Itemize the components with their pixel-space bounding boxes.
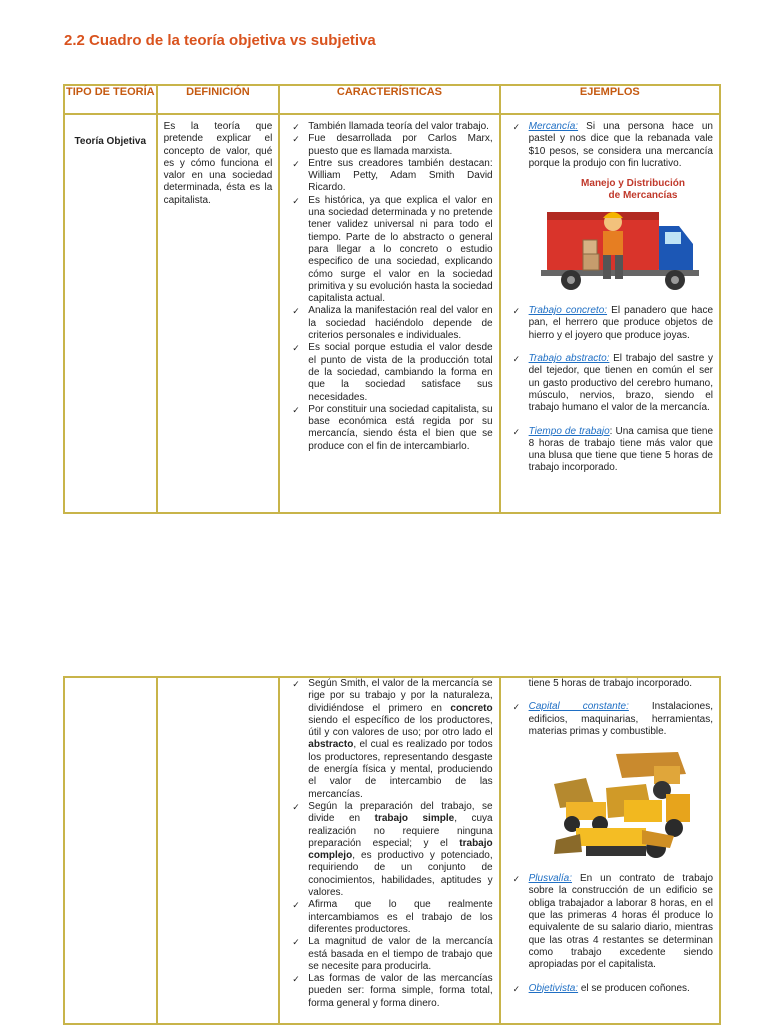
check-icon: ✓: [292, 900, 300, 911]
caracteristicas-list: [286, 121, 492, 453]
check-icon: ✓: [292, 974, 300, 985]
table-row: [64, 114, 720, 513]
check-icon: ✓: [292, 134, 300, 145]
caracteristica-text: siendo el específico de los productores, útil y con valores de uso; por otro lado el: [308, 714, 493, 739]
caracteristica-text: Las formas de valor de las mercancías pueden ser: forma simple, forma total, forma general y forma dinero.: [308, 973, 493, 1009]
caracteristica-text: Según Smith, el valor de la mercancía se rige por su trabajo y por la naturaleza, dividiéndose el primero en: [308, 678, 493, 714]
example-term[interactable]: Objetivista:: [528, 982, 579, 994]
check-icon: ✓: [292, 937, 300, 948]
caracteristica-text: , cuya realización no requiere ninguna preparación especial; y el: [308, 813, 493, 849]
page-title: 2.2 Cuadro de la teoría objetiva vs subjetiva: [64, 32, 376, 49]
bold-term: trabajo simple: [374, 813, 455, 825]
list-item: [286, 133, 492, 158]
check-icon: ✓: [292, 801, 300, 812]
example-text: En un contrato de trabajo sobre la construcción de un edificio se obliga trabajador a laborar 8 horas, en el que las primeras 4 horas él produce lo equivalente de su salario diario, mientras que las otras 4 restantes se determinan como trabajo excedente siendo apropiadas por el capitalista.: [528, 873, 713, 971]
check-icon: ✓: [292, 343, 300, 354]
caracteristica-text: También llamada teoría del valor trabajo.: [308, 121, 489, 132]
list-item: [507, 353, 713, 414]
caracteristica-text: Es social porque estudia el valor desde el punto de vista de la producción total de la sociedad, cambiando la forma en que la sociedad satisface sus necesidades.: [308, 342, 493, 403]
example-term[interactable]: Plusvalía:: [528, 873, 572, 885]
example-text: : Una camisa que tiene 8 horas de trabajo tiene más valor que una blusa que tiene que tiene 5 horas de trabajo incorporado.: [528, 425, 714, 474]
illustration-caption-2: de Mercancías: [608, 190, 678, 202]
caracteristicas-cell: [279, 114, 499, 513]
list-item: [286, 678, 492, 801]
caracteristica-text: Afirma que lo que realmente intercambiamos es el trabajo de los diferentes productores.: [308, 899, 493, 935]
example-text: Instalaciones, edificios, maquinarias, herramientas, materias primas y combustible.: [528, 701, 713, 737]
table-row: [64, 677, 720, 1024]
list-item: [286, 195, 492, 306]
list-item: [507, 305, 713, 342]
bold-term: abstracto: [308, 739, 354, 751]
definicion-text: Es la teoría que pretende explicar el concepto de valor, qué es y cómo funciona el valor en una sociedad determinada, ésta es la capitalista.: [163, 121, 273, 206]
check-icon: ✓: [292, 195, 300, 206]
check-icon: ✓: [512, 354, 521, 365]
caracteristica-text: La magnitud de valor de la mercancía está basada en el tiempo de trabajo que se necesite para producirla.: [308, 936, 493, 972]
caracteristica-text: Entre sus creadores también destacan: William Petty, Adam Smith David Ricardo.: [308, 157, 493, 194]
ejemplos-lead-text: tiene 5 horas de trabajo incorporado.: [528, 678, 693, 689]
check-icon: ✓: [512, 306, 521, 317]
check-icon: ✓: [292, 158, 300, 169]
caracteristicas-list-continued: [286, 678, 492, 1010]
example-text: El trabajo del sastre y del tejedor, que tienen en común el ser un gasto productivo del cerebro humano, músculo, nervios, brazo, siendo el trabajo humano el valor de la mercancía.: [528, 353, 714, 414]
definicion-cell: [157, 114, 280, 513]
header-tipo: TIPO DE TEORÍA: [64, 85, 157, 114]
list-item: [286, 158, 492, 195]
bold-term: trabajo complejo: [308, 837, 493, 862]
check-icon: ✓: [512, 983, 521, 994]
caracteristica-text: Fue desarrollada por Carlos Marx, puesto que es llamada marxista.: [308, 133, 493, 157]
ejemplos-list: [507, 121, 713, 475]
tipo-cell-empty: [64, 677, 157, 1024]
example-text: Si una persona hace un pastel y nos dice que la rebanada vale $10 pesos, se considera una mercancía porque la produjo con fin lucrativo.: [528, 121, 713, 169]
check-icon: ✓: [512, 122, 521, 132]
list-item: [286, 404, 492, 453]
check-icon: ✓: [292, 679, 300, 689]
ejemplos-list-continued: [507, 701, 713, 995]
machinery-illustration: [546, 744, 696, 862]
definicion-cell-empty: [157, 677, 280, 1024]
illustration-caption-1: Manejo y Distribución: [580, 178, 685, 190]
list-item: [507, 873, 713, 971]
bold-term: concreto: [450, 702, 493, 714]
list-item: [286, 936, 492, 973]
example-text: el se producen coñones.: [578, 982, 690, 994]
list-item: [286, 342, 492, 403]
check-icon: ✓: [512, 426, 521, 437]
list-item: [286, 801, 492, 899]
example-term[interactable]: Tiempo de trabajo: [528, 425, 610, 437]
list-item: [286, 899, 492, 936]
example-term[interactable]: Trabajo concreto:: [528, 305, 608, 317]
check-icon: ✓: [292, 404, 300, 415]
ejemplos-cell: [500, 114, 720, 513]
list-item: [286, 305, 492, 342]
header-definicion: DEFINICIÓN: [157, 85, 280, 114]
caracteristica-text: Según la preparación del trabajo, se divide en: [308, 800, 493, 825]
list-item: [507, 121, 713, 294]
check-icon: ✓: [292, 306, 300, 317]
example-term[interactable]: Capital constante:: [528, 701, 629, 713]
list-item: [507, 983, 713, 995]
caracteristicas-cell: [279, 677, 499, 1024]
caracteristica-text: Es histórica, ya que explica el valor en una sociedad determinada y no pretende tener validez universal ni para todo el tiempo. Parte de lo abstracto o general para llegar a lo concreto o estudio especifico de una sociedad, explicando cómo surge el valor en la sociedad primitiva y su evolución hasta la sociedad capitalista actual.: [308, 194, 493, 305]
comparison-table-page2: [63, 676, 721, 1025]
comparison-table-page1: [63, 84, 721, 514]
example-term[interactable]: Mercancía:: [528, 121, 579, 132]
list-item: [507, 426, 713, 475]
caracteristica-text: Por constituir una sociedad capitalista, su base económica está regida por su mercancía, siendo ésta el bien que se produce con el fin de intercambiarlo.: [308, 403, 493, 452]
example-text: El panadero que hace pan, el herrero que produce objetos de hierro y el joyero que produce joyas.: [528, 305, 714, 341]
caracteristica-text: Analiza la manifestación real del valor en la sociedad haciéndolo depende de criterios personales e individuales.: [308, 305, 493, 342]
check-icon: ✓: [292, 122, 300, 132]
truck-worker-illustration: [541, 176, 701, 294]
check-icon: ✓: [512, 874, 521, 885]
list-item: [507, 701, 713, 862]
list-item: [286, 973, 492, 1010]
tipo-cell: [64, 114, 157, 513]
list-item: [286, 121, 492, 133]
ejemplos-cell: [500, 677, 720, 1024]
caracteristica-text: , el cual es realizado por todos los productores, representando desgaste de energía física y mental, produciendo el valor de intercambio de las mercancías.: [308, 739, 493, 800]
header-caracteristicas: CARACTERÍSTICAS: [279, 85, 499, 114]
table-header-row: [64, 85, 720, 114]
check-icon: ✓: [512, 702, 521, 713]
caracteristica-text: , es productivo y potenciado, requiriendo de un conjunto de conocimientos, habilidades, aptitudes y valores.: [308, 850, 493, 899]
header-ejemplos: EJEMPLOS: [500, 85, 720, 114]
example-term[interactable]: Trabajo abstracto:: [528, 353, 610, 365]
tipo-label: Teoría Objetiva: [74, 136, 147, 147]
